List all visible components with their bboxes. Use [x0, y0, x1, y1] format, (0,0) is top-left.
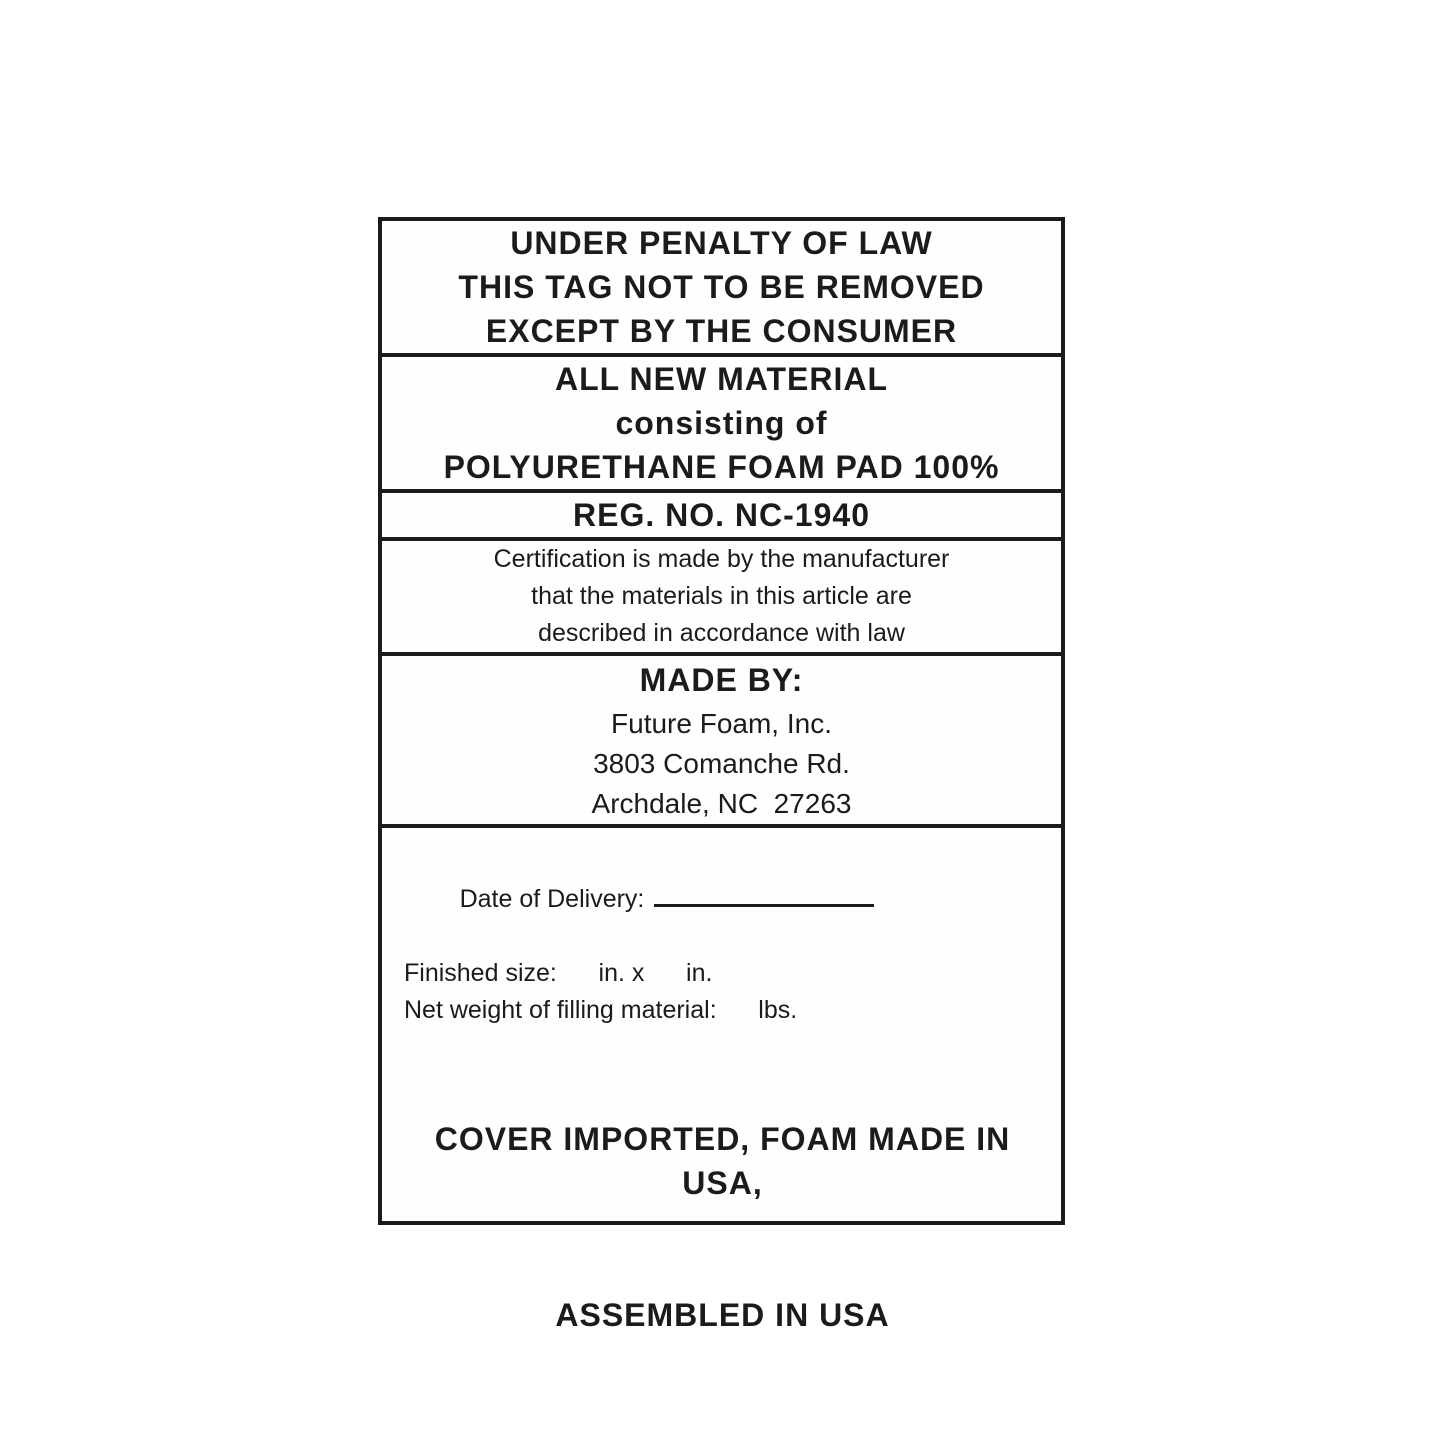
material-line-2: consisting of [615, 405, 828, 441]
made-by-section [382, 656, 1061, 828]
material-contents-section [382, 357, 1061, 493]
date-of-delivery-blank-line [654, 904, 874, 907]
certification-line-1: Certification is made by the manufacturer [493, 545, 950, 573]
origin-statement [404, 1029, 1041, 1427]
certification-line-3: described in accordance with law [538, 619, 905, 647]
penalty-notice-section [382, 221, 1061, 357]
net-weight-row: Net weight of filling material: lbs. [404, 996, 798, 1024]
law-label-tag [378, 217, 1065, 1333]
penalty-line-1: UNDER PENALTY OF LAW [510, 225, 933, 261]
material-line-1: ALL NEW MATERIAL [555, 361, 888, 397]
finished-size-row: Finished size: in. x in. [404, 959, 713, 987]
certification-section [382, 541, 1061, 656]
date-of-delivery-label: Date of Delivery: [459, 885, 645, 913]
manufacturer-street: 3803 Comanche Rd. [593, 748, 850, 779]
certification-line-2: that the materials in this article are [531, 582, 912, 610]
manufacturer-city-state-zip: Archdale, NC 27263 [591, 788, 852, 819]
material-line-3: POLYURETHANE FOAM PAD 100% [443, 449, 1000, 485]
origin-line-1: COVER IMPORTED, FOAM MADE IN USA, [434, 1121, 1021, 1201]
delivery-details-section [382, 828, 1061, 1441]
date-of-delivery-row [404, 844, 1041, 955]
origin-line-2: ASSEMBLED IN USA [555, 1297, 890, 1333]
registration-number: REG. NO. NC-1940 [573, 497, 870, 533]
made-by-heading: MADE BY: [639, 662, 804, 698]
penalty-line-3: EXCEPT BY THE CONSUMER [485, 313, 958, 349]
registration-number-section [382, 493, 1061, 541]
manufacturer-name: Future Foam, Inc. [611, 708, 832, 739]
penalty-line-2: THIS TAG NOT TO BE REMOVED [458, 269, 985, 305]
